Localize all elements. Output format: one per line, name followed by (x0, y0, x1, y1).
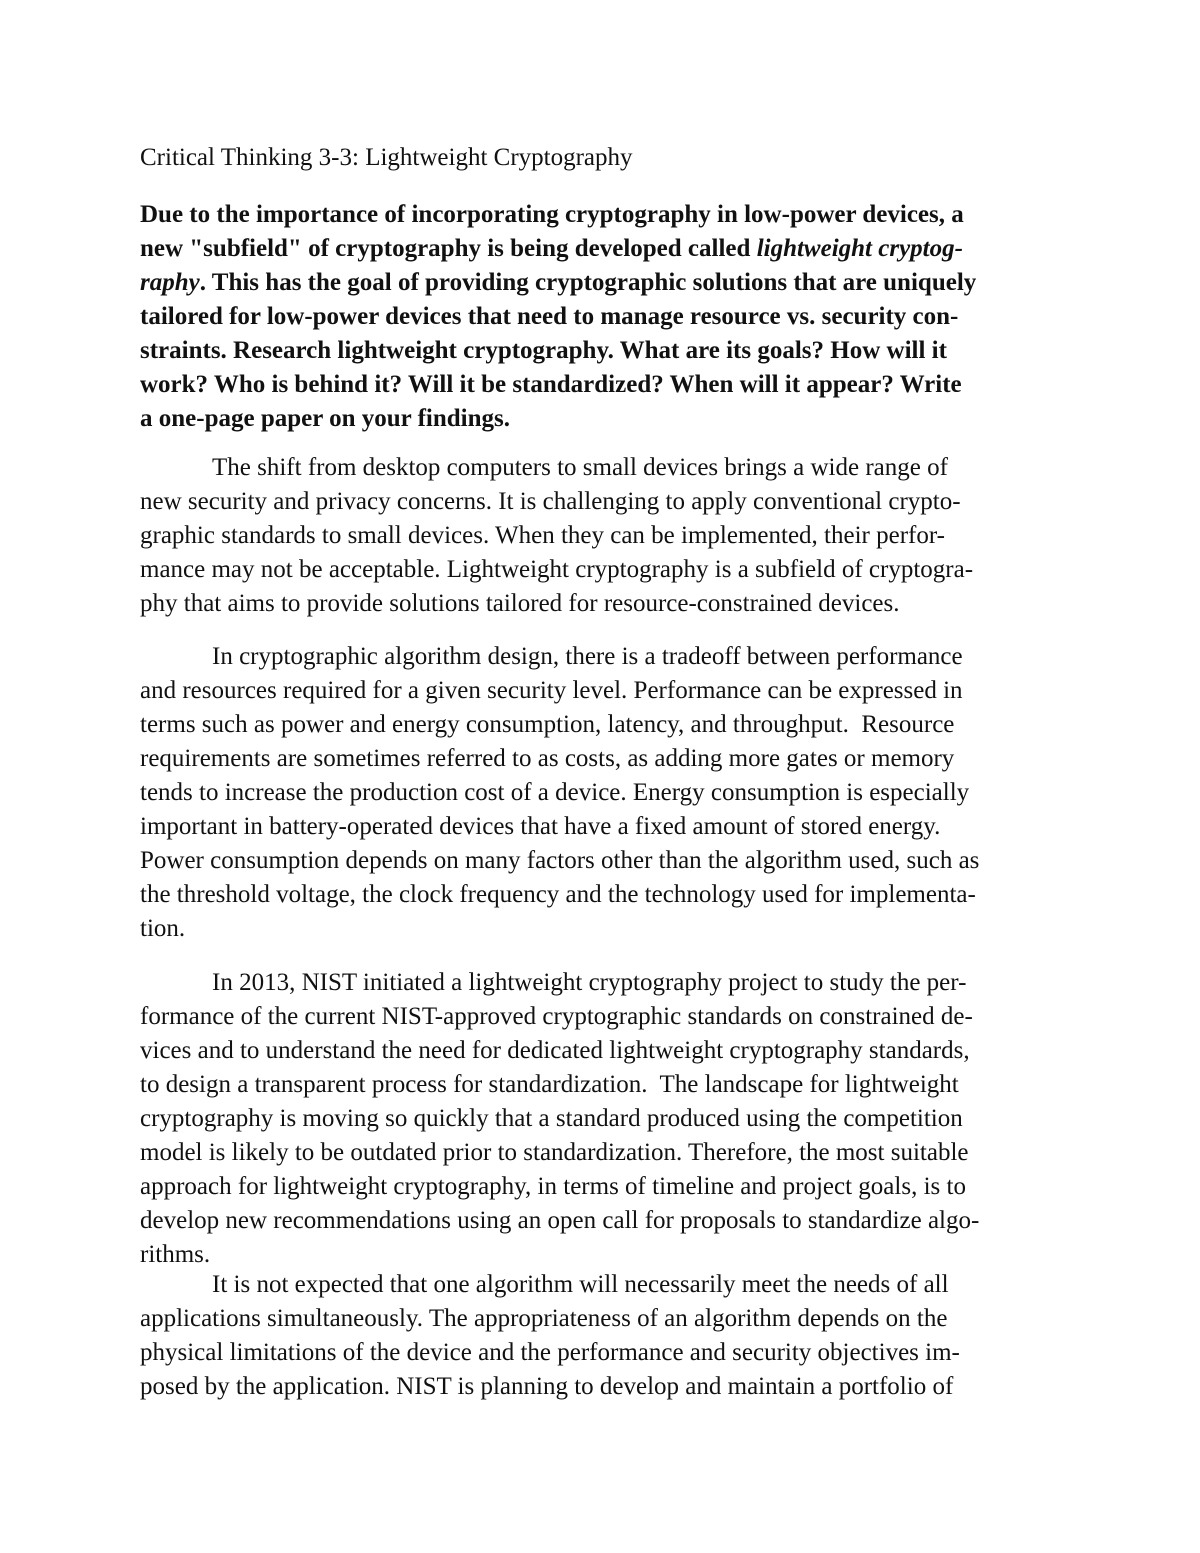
prompt-text: . This has the goal of providing cryptographic solutions that are uniquely (199, 269, 977, 296)
paragraph-line: mance may not be acceptable. Lightweight cryptography is a subfield of cryptogra- (140, 556, 974, 583)
prompt-text: straints. Research lightweight cryptography. What are its goals? How will it (140, 337, 947, 364)
paragraph-line: approach for lightweight cryptography, in terms of timeline and project goals, is to (140, 1173, 966, 1200)
paragraph-line: and resources required for a given security level. Performance can be expressed in (140, 677, 963, 704)
paragraph-line: The shift from desktop computers to small devices brings a wide range of (212, 454, 948, 481)
paragraph-line: model is likely to be outdated prior to standardization. Therefore, the most suitable (140, 1139, 969, 1166)
prompt-text: new "subfield" of cryptography is being developed called (140, 235, 757, 262)
paragraph-line: phy that aims to provide solutions tailored for resource-constrained devices. (140, 590, 900, 617)
prompt-text: work? Who is behind it? Will it be standardized? When will it appear? Write (140, 371, 962, 398)
paragraph-line: cryptography is moving so quickly that a standard produced using the competition (140, 1105, 963, 1132)
prompt-text: a one-page paper on your findings. (140, 405, 510, 432)
paragraph-line: physical limitations of the device and the performance and security objectives im- (140, 1339, 960, 1366)
paragraph-line: important in battery-operated devices that have a fixed amount of stored energy. (140, 813, 941, 840)
prompt-line (140, 368, 962, 402)
paragraph-line: graphic standards to small devices. When they can be implemented, their perfor- (140, 522, 946, 549)
prompt-line (140, 232, 963, 266)
prompt-line (140, 300, 958, 334)
prompt-line (140, 266, 976, 300)
document-title: Critical Thinking 3-3: Lightweight Cryptography (140, 144, 633, 171)
prompt-line (140, 402, 510, 436)
paragraph-line: tion. (140, 915, 186, 942)
paragraph-line: new security and privacy concerns. It is challenging to apply conventional crypto- (140, 488, 961, 515)
paragraph-line: applications simultaneously. The appropriateness of an algorithm depends on the (140, 1305, 948, 1332)
paragraph-line: requirements are sometimes referred to as costs, as adding more gates or memory (140, 745, 955, 772)
paragraph-line: posed by the application. NIST is planning to develop and maintain a portfolio of (140, 1373, 954, 1400)
paragraph-line: formance of the current NIST-approved cryptographic standards on constrained de- (140, 1003, 973, 1030)
paragraph-line: It is not expected that one algorithm will necessarily meet the needs of all (212, 1271, 949, 1298)
prompt-text: tailored for low-power devices that need to manage resource vs. security con- (140, 303, 959, 330)
paragraph-line: Power consumption depends on many factors other than the algorithm used, such as (140, 847, 980, 874)
prompt-line (140, 334, 947, 368)
paragraph-line: terms such as power and energy consumption, latency, and throughput. Resource (140, 711, 955, 738)
paragraph-line: tends to increase the production cost of a device. Energy consumption is especially (140, 779, 970, 806)
prompt-line (140, 198, 964, 232)
prompt-italic-text: lightweight cryptog- (756, 235, 963, 262)
paragraph-line: develop new recommendations using an open call for proposals to standardize algo- (140, 1207, 980, 1234)
paragraph-line: the threshold voltage, the clock frequency and the technology used for implementa- (140, 881, 976, 908)
prompt-italic-text: raphy (140, 269, 200, 296)
paragraph-line: rithms. (140, 1241, 211, 1268)
paragraph-line: In cryptographic algorithm design, there is a tradeoff between performance (212, 643, 963, 670)
paragraph-line: to design a transparent process for standardization. The landscape for lightweight (140, 1071, 959, 1098)
prompt-text: Due to the importance of incorporating cryptography in low-power devices, a (140, 201, 964, 228)
paragraph-line: In 2013, NIST initiated a lightweight cryptography project to study the per- (212, 969, 967, 996)
paragraph-line: vices and to understand the need for dedicated lightweight cryptography standards, (140, 1037, 970, 1064)
